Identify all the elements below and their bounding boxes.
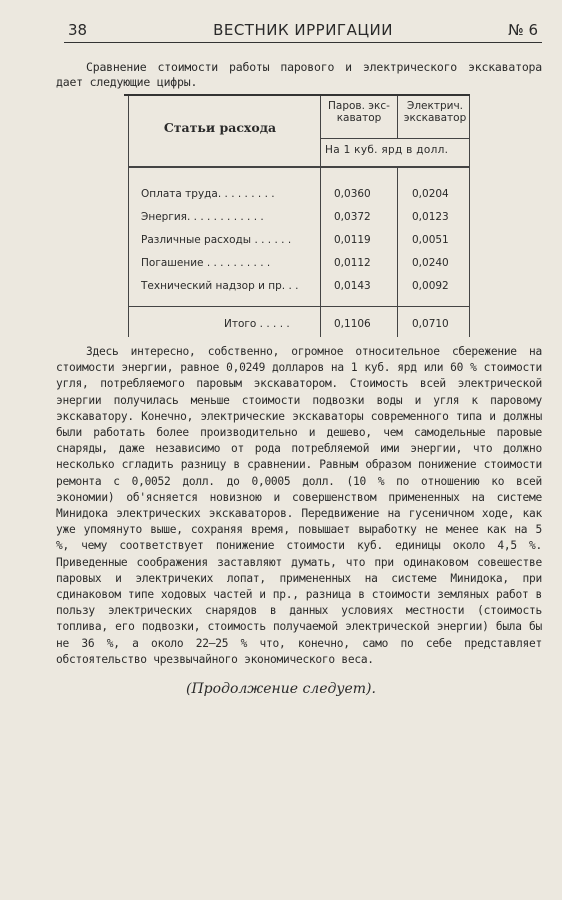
steam-total: 0,1106 [334, 318, 371, 330]
row-label: Технический надзор и пр. . . [141, 280, 299, 292]
steam-value: 0,0372 [334, 211, 371, 223]
column-header-electric: Электрич. экскаватор [403, 100, 467, 124]
table-rule [128, 166, 470, 168]
page-number: 38 [68, 21, 88, 39]
table-row [124, 211, 470, 229]
table-rule [128, 306, 470, 307]
row-label: Различные расходы . . . . . . [141, 234, 292, 246]
electric-value: 0,0123 [412, 211, 449, 223]
unit-header: На 1 куб. ярд в долл. [325, 144, 449, 156]
cost-table [124, 94, 470, 337]
column-header-items: Статьи расхода [163, 120, 277, 135]
electric-value: 0,0204 [412, 188, 449, 200]
table-row [124, 188, 470, 206]
table-rule [320, 138, 470, 139]
row-label: Энергия. . . . . . . . . . . . [141, 211, 264, 223]
electric-value: 0,0240 [412, 257, 449, 269]
steam-value: 0,0360 [334, 188, 371, 200]
row-label: Погашение . . . . . . . . . . [141, 257, 271, 269]
journal-title: ВЕСТНИК ИРРИГАЦИИ [213, 21, 393, 39]
table-row [124, 234, 470, 252]
column-header-steam: Паров. экс-каватор [328, 100, 390, 124]
total-label: Итого . . . . . [224, 318, 290, 330]
body-text [56, 344, 542, 668]
steam-value: 0,0112 [334, 257, 371, 269]
issue-number: № 6 [508, 21, 538, 39]
electric-total: 0,0710 [412, 318, 449, 330]
page-header [64, 20, 542, 43]
table-total-row [124, 318, 470, 336]
intro-paragraph: Сравнение стоимости работы парового и электрического экскаватора дает следующие цифры. [56, 60, 542, 89]
continuation-note: (Продолжение следует). [186, 681, 376, 697]
electric-value: 0,0051 [412, 234, 449, 246]
steam-value: 0,0119 [334, 234, 371, 246]
table-row [124, 280, 470, 298]
electric-value: 0,0092 [412, 280, 449, 292]
table-divider [397, 96, 398, 138]
body-paragraph: Здесь интересно, собственно, огромное относительное сбережение на стоимости энергии, равное 0,0249 долларов на 1 куб. ярд или 60 % стоимости угля, потребляемого паровым экскаватором. Стоимость всей электрической энергии получилась меньше стоимости подвозки воды и угля к паровому экскаватору. Конечно, электрические экскаваторы современного типа и должны были работать более производительно и дешево, чем самодельные паровые снаряды, даже независимо от рода потребляемой ими энергии, что должно несколько сгладить разницу в сравнении. Равным образом понижение стоимости ремонта с 0,0052 долл. до 0,0005 долл. (10 % по отношению ко всей экономии) об'ясняется новизною и совершенством примененных на системе Минидока электрических экскаваторов. Передвижение на гусеничном ходе, как уже упомянуто выше, сохраняя время, повышает выработку не менее как на 5 %, чему соответствует понижение стоимости куб. единицы около 4,5 %. Приведенные соображения заставляют думать, что при одинаковом совешестве паровых и электричеких лопат, примененных на системе Минидока, при сдинаковом типе ходовых частей и пр., разница в стоимости земляных работ в пользу электрических снарядов в данных условиях местности (стоимость топлива, его подвозки, стоимость получаемой электрической энергии) была бы не 36 %, а около 22—25 % что, конечно, само по себе представляет обстоятельство чрезвычайного экономического веса. [56, 345, 542, 666]
row-label: Оплата труда. . . . . . . . . [141, 188, 275, 200]
table-row [124, 257, 470, 275]
steam-value: 0,0143 [334, 280, 371, 292]
